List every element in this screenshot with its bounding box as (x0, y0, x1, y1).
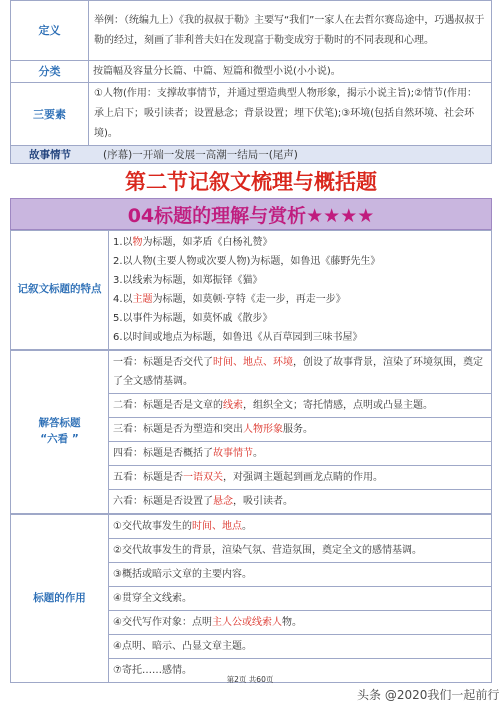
watermark-text: 头条 @2020我们一起前行 (357, 688, 500, 702)
three-elements-label: 三要素 (11, 83, 89, 146)
story-plot-label: 故事情节 (29, 149, 71, 162)
document-page (10, 0, 492, 683)
three-elements-text: ①人物(作用：支撑故事情节，并通过塑造典型人物形象，揭示小说主旨);②情节(作用：承上启下；吸引读者；设置悬念；背景设置；埋下伏笔);③环境(包括自然环境、社会环境)。 (89, 83, 492, 146)
title-analysis-table (10, 230, 492, 350)
definition-label: 定义 (11, 1, 89, 61)
function-item: ④贯穿全文线索。 (109, 587, 492, 611)
function-item: ④交代写作对象：点明主人公或线索人物。 (109, 611, 492, 635)
classification-label: 分类 (11, 61, 89, 83)
features-list (109, 231, 492, 350)
page-number: 第2页 共60页 (226, 675, 274, 684)
features-row (11, 231, 492, 350)
functions-row-0 (11, 515, 492, 539)
six-looks-item: 六看：标题是否设置了悬念，吸引读者。 (109, 490, 492, 514)
functions-label: 标题的作用 (11, 515, 109, 683)
function-item: ③概括或暗示文章的主要内容。 (109, 563, 492, 587)
functions-table (10, 514, 492, 683)
three-elements-row (11, 83, 492, 146)
feature-item: 2.以人物(主要人物或次要人物)为标题，如鲁迅《藤野先生》 (113, 256, 381, 268)
topic-banner (10, 198, 492, 230)
function-item: ②交代故事发生的背景，渲染气氛、营造氛围，奠定全文的感情基调。 (109, 539, 492, 563)
six-looks-label: 解答标题 “六看 ” (11, 351, 109, 514)
features-label: 记叙文标题的特点 (11, 231, 109, 350)
section-title: 第二节记叙文梳理与概括题 (125, 170, 377, 195)
topic-banner-text: 04标题的理解与赏析★★★★ (127, 204, 375, 227)
feature-item: 1.以物为标题，如茅盾《白杨礼赞》 (113, 237, 273, 249)
six-looks-table (10, 350, 492, 514)
function-item: ①交代故事发生的时间、地点。 (109, 515, 492, 539)
six-looks-item: 三看：标题是否为塑造和突出人物形象服务。 (109, 418, 492, 442)
six-looks-row-0 (11, 351, 492, 394)
six-looks-item: 一看：标题是否交代了时间、地点、环境，创设了故事背景，渲染了环境氛围，奠定了全文感情基调。 (109, 351, 492, 394)
classification-row (11, 61, 492, 83)
classification-text: 按篇幅及容量分长篇、中篇、短篇和微型小说(小小说)。 (89, 61, 492, 83)
function-item: ④点明、暗示、凸显文章主题。 (109, 635, 492, 659)
novel-summary-table (10, 0, 492, 146)
feature-item: 3.以线索为标题，如郑振铎《猫》 (113, 275, 263, 287)
feature-item: 4.以主题为标题，如莫顿·亨特《走一步，再走一步》 (113, 294, 346, 306)
six-looks-item: 二看：标题是否是文章的线索，组织全文；寄托情感，点明或凸显主题。 (109, 394, 492, 418)
definition-text: 举例：（统编九上）《我的叔叔于勒》主要写“我们”一家人在去哲尔赛岛途中，巧遇叔叔于勒的经过，刻画了菲利普夫妇在发现富于勒变成穷于勒时的不同表现和心理。 (89, 1, 492, 61)
six-looks-item: 四看：标题是否概括了故事情节。 (109, 442, 492, 466)
story-plot-bar (10, 146, 492, 164)
definition-row (11, 1, 492, 61)
feature-item: 5.以事件为标题，如莫怀戚《散步》 (113, 313, 273, 325)
function-item: ⑦寄托……感情。 (109, 659, 492, 683)
feature-item: 6.以时间或地点为标题，如鲁迅《从百草园到三味书屋》 (113, 332, 363, 344)
story-plot-value: (序幕)一开端一发展一高潮一结局一(尾声) (103, 149, 298, 162)
six-looks-item: 五看：标题是否一语双关，对强调主题起到画龙点睛的作用。 (109, 466, 492, 490)
